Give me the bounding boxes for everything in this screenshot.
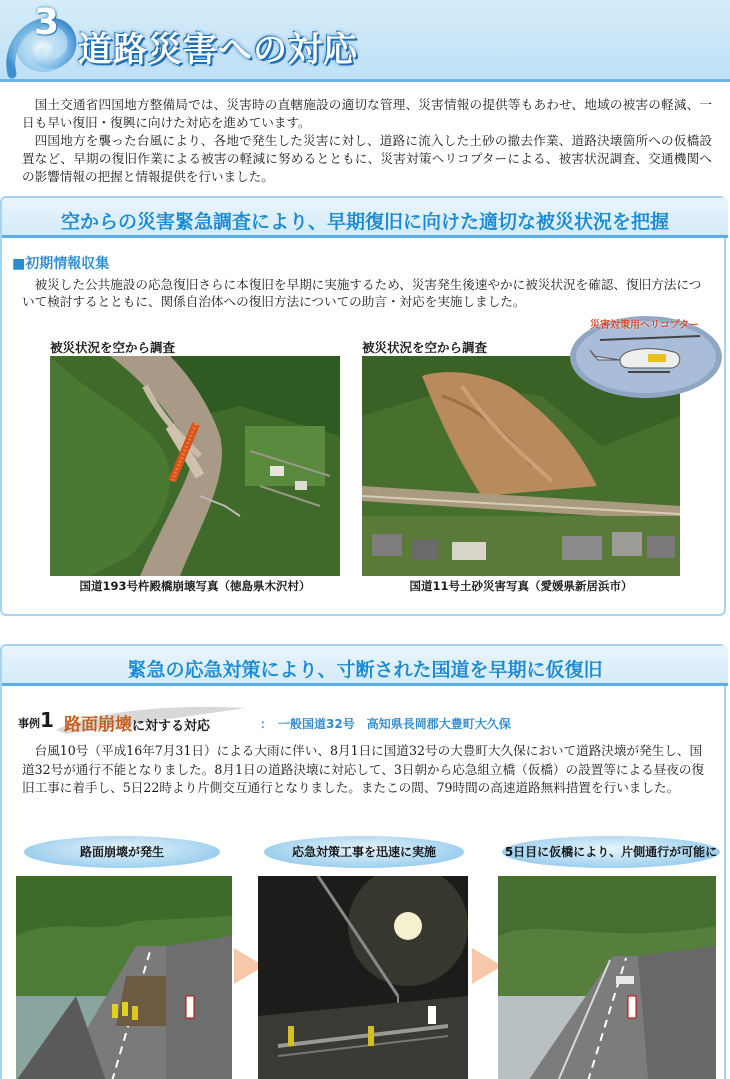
intro-text bbox=[22, 96, 712, 186]
step-1-label: 路面崩壊が発生 bbox=[24, 836, 220, 868]
page-header bbox=[0, 0, 730, 82]
step-2-label: 応急対策工事を迅速に実施 bbox=[264, 836, 464, 868]
chapter-number: 3 bbox=[34, 2, 60, 43]
case-route: ： 一般国道32号 高知県長岡郡大豊町大久保 bbox=[260, 717, 511, 731]
case-title bbox=[64, 710, 210, 735]
photo-caption-bottom: 国道11号土砂災害写真（愛媛県新居浜市） bbox=[409, 579, 633, 593]
section-aerial-survey bbox=[0, 196, 726, 616]
section-banner-text: 空からの災害緊急調査により、早期復旧に向けた適切な被災状況を把握 bbox=[60, 212, 669, 233]
intro-paragraph-2: 四国地方を襲った台風により、各地で発生した災害に対し、道路に流入した土砂の撤去作業、道路決壊箇所への仮橋設置など、早期の復旧作業による被害の軽減に努めるとともに、災害対策ヘリコプターによる、被害状況調査、交通機関への影響情報の把握と情報提供を行いました。 bbox=[22, 133, 712, 184]
section-banner bbox=[2, 198, 728, 238]
case-title-main: 路面崩壊 bbox=[64, 715, 132, 735]
subsection-heading: ■初期情報収集 bbox=[12, 256, 110, 272]
section-banner bbox=[2, 646, 728, 686]
temporary-bridge-photo bbox=[498, 876, 716, 1079]
bridge-collapse-aerial-photo bbox=[50, 356, 340, 576]
subsection-body bbox=[22, 276, 712, 310]
case-body bbox=[22, 742, 712, 798]
photo-caption-top: 被災状況を空から調査 bbox=[50, 340, 176, 355]
case-paragraph: 台風10号（平成16年7月31日）による大雨に伴い、8月1日に国道32号の大豊町大久保において道路決壊が発生し、国道32号が通行不能となりました。8月1日の道路決壊に対応して、3日朝から応急組立橋（仮橋）の設置等による昼夜の復旧工事に着手し、5日22時より片側交互通行となりました。またこの間、79時間の高速道路無料措置を行いました。 bbox=[22, 743, 705, 795]
section-banner-text: 緊急の応急対策により、寸断された国道を早期に仮復旧 bbox=[127, 660, 603, 681]
subsection-paragraph: 被災した公共施設の応急復旧さらに本復旧を早期に実施するため、災害発生後速やかに被災状況を確認、復旧方法について検討するとともに、関係自治体への復旧方法についての助言・対応を実施しました。 bbox=[22, 277, 702, 309]
helicopter-label: 災害対策用ヘリコプター bbox=[590, 320, 700, 331]
road-collapse-photo bbox=[16, 876, 232, 1079]
case-label bbox=[18, 708, 54, 732]
step-3-label: 5日目に仮橋により、片側通行が可能に bbox=[502, 836, 720, 868]
photo-caption-top: 被災状況を空から調査 bbox=[362, 340, 488, 355]
case-title-suffix: に対する対応 bbox=[132, 719, 211, 734]
photo-caption-bottom: 国道193号杵殿橋崩壊写真（徳島県木沢村） bbox=[79, 579, 311, 593]
case-label-text: 事例 bbox=[18, 717, 40, 730]
intro-paragraph-1: 国土交通省四国地方整備局では、災害時の直轄施設の適切な管理、災害情報の提供等もあわせ、地域の被害の軽減、一日も早い復旧・復興に向けた対応を進めています。 bbox=[22, 97, 712, 130]
night-repair-photo bbox=[258, 876, 468, 1079]
case-number: 1 bbox=[40, 708, 54, 732]
page-title: 道路災害への対応 bbox=[78, 30, 358, 70]
section-emergency-measures bbox=[0, 644, 726, 1079]
